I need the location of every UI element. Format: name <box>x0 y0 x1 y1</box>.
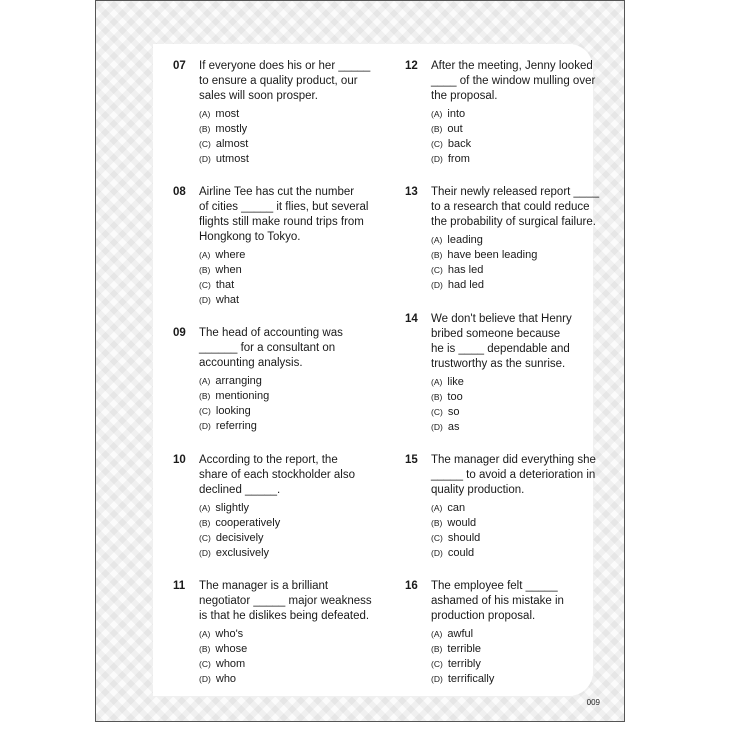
question-text: The manager did everything she _____ to avoid a deterioration in quality production. <box>431 454 596 496</box>
option-a: (A) leading <box>431 234 483 246</box>
option-c: (C) should <box>431 532 481 544</box>
option-c: (C) terribly <box>431 658 481 670</box>
option-b: (B) have been leading <box>431 249 538 261</box>
question-text: The manager is a brilliant negotiator _____ major weakness is that he dislikes being defeated. <box>199 580 372 622</box>
question-13 <box>405 185 615 293</box>
option-c: (C) decisively <box>199 532 264 544</box>
question-number: 11 <box>173 580 186 592</box>
options <box>431 501 615 561</box>
page-content <box>153 44 600 696</box>
option-c: (C) back <box>431 138 472 150</box>
option-a: (A) where <box>199 249 246 261</box>
option-d: (D) what <box>199 294 240 306</box>
page-number: 009 <box>586 698 600 707</box>
question-08 <box>173 185 383 308</box>
option-a: (A) can <box>431 502 466 514</box>
question-10 <box>173 453 383 561</box>
options <box>431 375 615 435</box>
question-15 <box>405 453 615 561</box>
option-a: (A) who's <box>199 628 244 640</box>
option-d: (D) utmost <box>199 153 249 165</box>
question-number: 13 <box>405 186 418 198</box>
options <box>199 107 383 167</box>
option-c: (C) so <box>431 406 460 418</box>
question-09 <box>173 326 383 434</box>
option-c: (C) looking <box>199 405 251 417</box>
option-a: (A) slightly <box>199 502 250 514</box>
option-b: (B) would <box>431 517 477 529</box>
question-12 <box>405 59 615 167</box>
option-a: (A) awful <box>431 628 474 640</box>
question-text: The head of accounting was ______ for a consultant on accounting analysis. <box>199 327 343 369</box>
option-d: (D) terrifically <box>431 673 495 685</box>
option-b: (B) terrible <box>431 643 482 655</box>
question-number: 09 <box>173 327 186 339</box>
options <box>199 501 383 561</box>
question-11 <box>173 579 383 687</box>
option-a: (A) like <box>431 376 464 388</box>
option-b: (B) whose <box>199 643 248 655</box>
option-a: (A) most <box>199 108 240 120</box>
option-d: (D) referring <box>199 420 257 432</box>
options <box>199 248 383 308</box>
option-a: (A) arranging <box>199 375 262 387</box>
option-a: (A) into <box>431 108 466 120</box>
option-c: (C) that <box>199 279 235 291</box>
option-d: (D) exclusively <box>199 547 270 559</box>
option-c: (C) has led <box>431 264 484 276</box>
option-b: (B) when <box>199 264 242 276</box>
question-14 <box>405 312 615 435</box>
question-text: If everyone does his or her _____ to ensure a quality product, our sales will soon prosper. <box>199 60 371 102</box>
question-number: 15 <box>405 454 418 466</box>
question-number: 12 <box>405 60 418 72</box>
question-text: Airline Tee has cut the number of cities _____ it flies, but several flights still make round trips from Hongkong to Tokyo. <box>199 186 369 243</box>
question-number: 08 <box>173 186 186 198</box>
options <box>199 627 383 687</box>
book-page <box>95 0 625 722</box>
option-d: (D) as <box>431 421 460 433</box>
question-number: 07 <box>173 60 186 72</box>
option-c: (C) whom <box>199 658 246 670</box>
options <box>431 233 615 293</box>
question-number: 14 <box>405 313 418 325</box>
question-number: 16 <box>405 580 418 592</box>
option-b: (B) cooperatively <box>199 517 281 529</box>
question-07 <box>173 59 383 167</box>
question-text: We don't believe that Henry bribed someone because he is ____ dependable and trustworthy as the sunrise. <box>431 313 572 370</box>
question-text: Their newly released report ____ to a research that could reduce the probability of surgical failure. <box>431 186 600 228</box>
option-b: (B) mentioning <box>199 390 270 402</box>
question-16 <box>405 579 615 687</box>
question-text: After the meeting, Jenny looked ____ of the window mulling over the proposal. <box>431 60 596 102</box>
options <box>431 107 615 167</box>
options <box>431 627 615 687</box>
option-c: (C) almost <box>199 138 249 150</box>
option-b: (B) too <box>431 391 463 403</box>
option-b: (B) out <box>431 123 463 135</box>
question-text: According to the report, the share of each stockholder also declined _____. <box>199 454 355 496</box>
option-d: (D) who <box>199 673 237 685</box>
option-d: (D) could <box>431 547 475 559</box>
option-b: (B) mostly <box>199 123 248 135</box>
option-d: (D) had led <box>431 279 484 291</box>
option-d: (D) from <box>431 153 470 165</box>
question-number: 10 <box>173 454 186 466</box>
question-text: The employee felt _____ ashamed of his mistake in production proposal. <box>431 580 564 622</box>
options <box>199 374 383 434</box>
